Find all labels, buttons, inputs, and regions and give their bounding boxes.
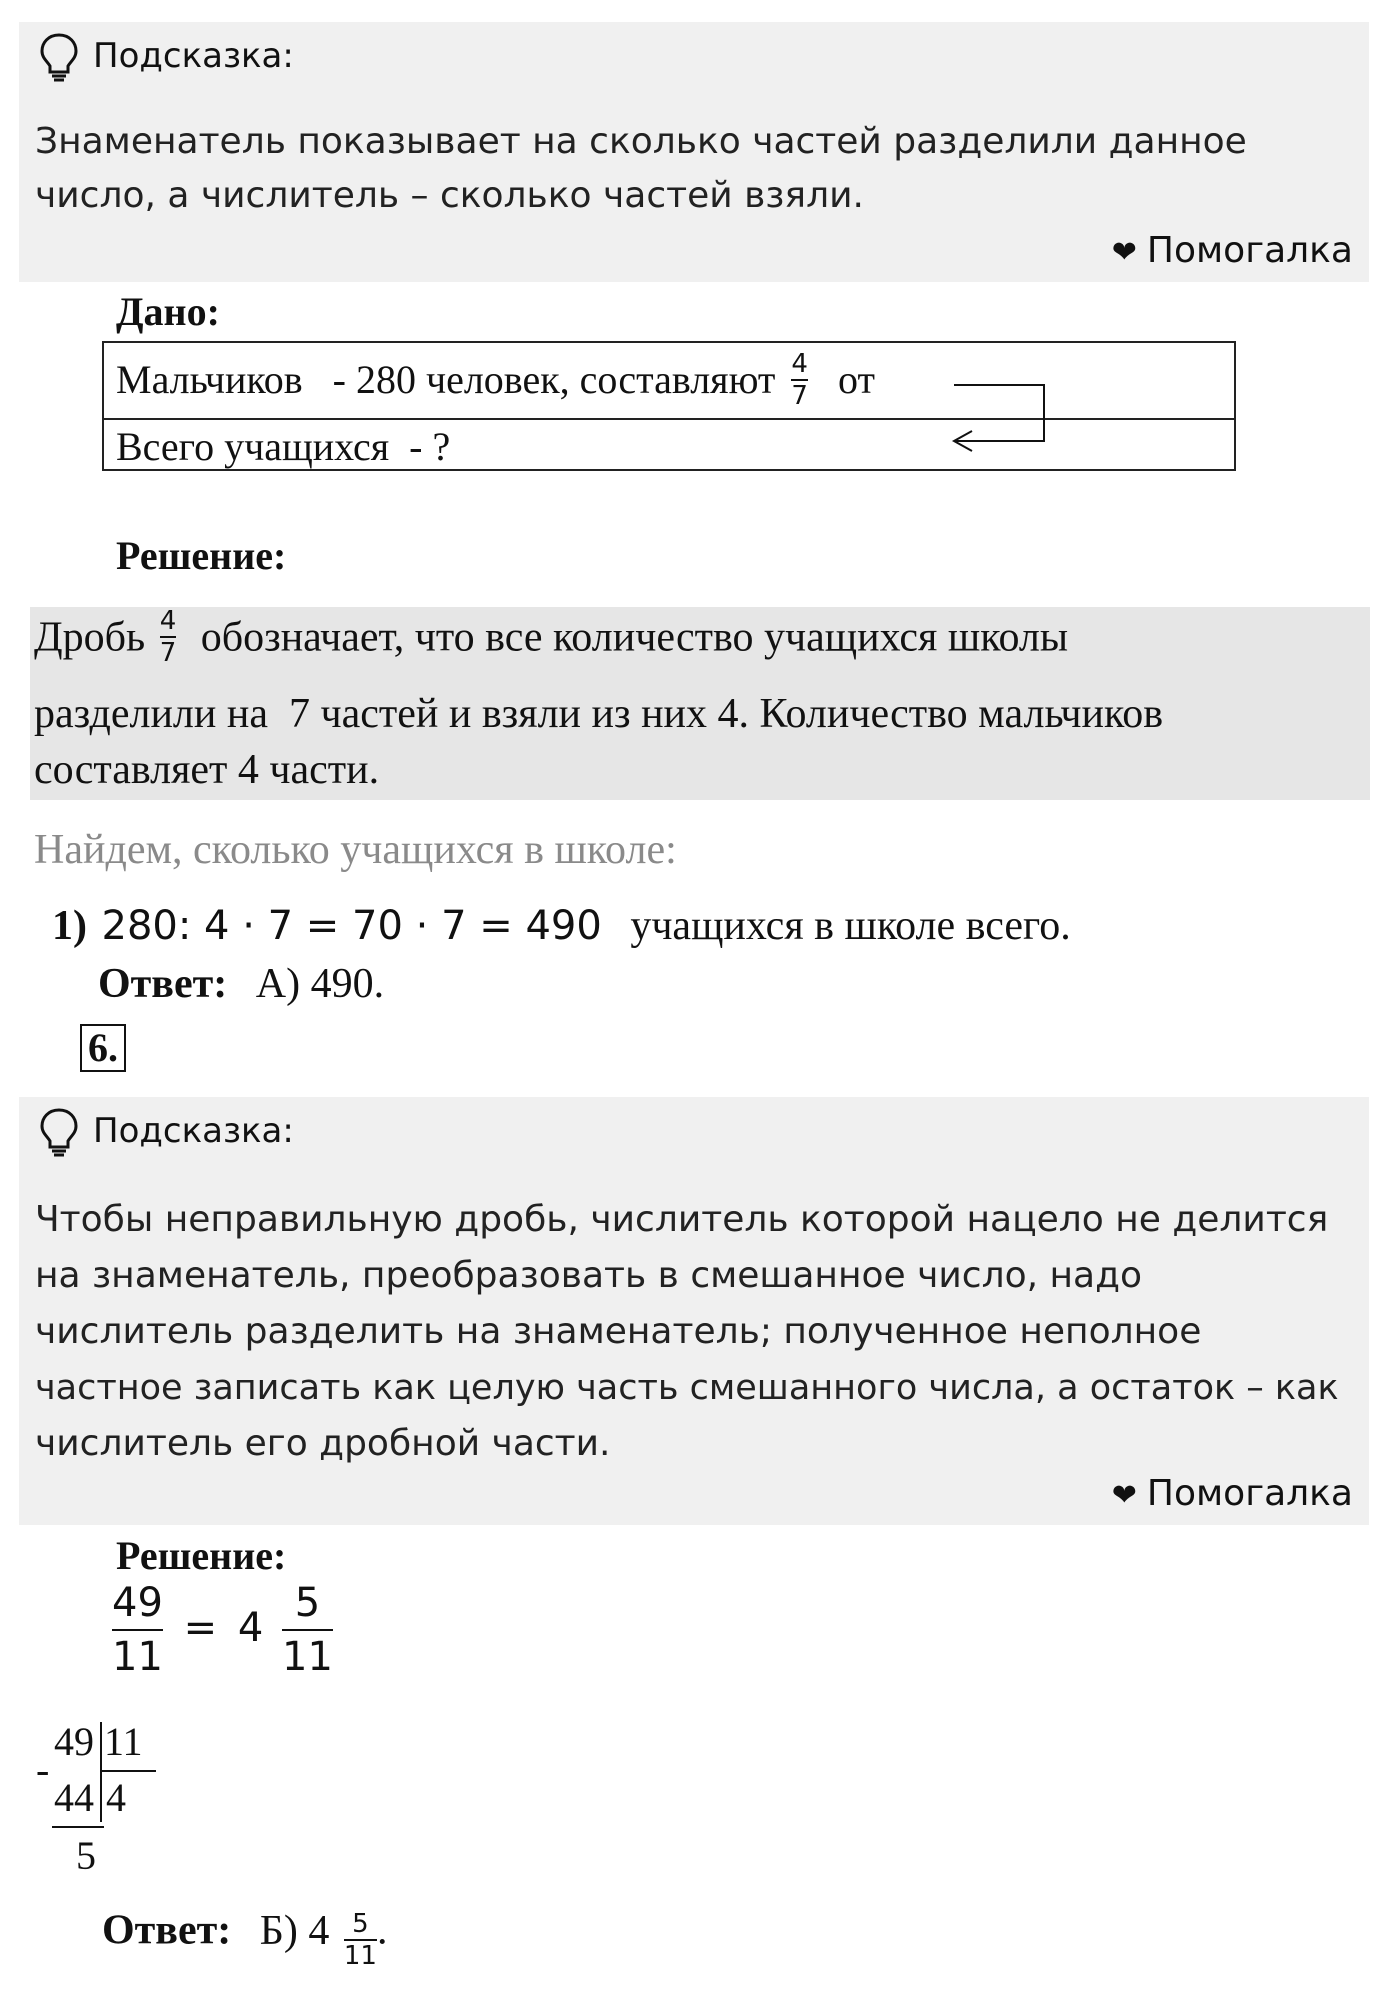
answer-line	[98, 960, 384, 1008]
whole-part: 4	[237, 1605, 264, 1651]
equals-sign: =	[183, 1605, 218, 1651]
table-divider	[104, 418, 1234, 420]
heart-icon: ❤	[1111, 235, 1137, 270]
answer-label: Ответ:	[98, 961, 228, 1007]
step-number: 1)	[52, 903, 87, 949]
lightbulb-icon	[37, 1107, 81, 1157]
subtraction-line	[52, 1826, 104, 1828]
task-number	[80, 1024, 126, 1072]
task-number-value: 6	[88, 1025, 108, 1070]
relation-arrow	[944, 373, 1064, 453]
remainder: 5	[76, 1833, 96, 1878]
answer-suffix: .	[376, 1907, 388, 1954]
dividend: 49	[54, 1719, 94, 1764]
explanation-line	[34, 606, 1069, 670]
fraction	[160, 608, 177, 666]
hint-text-line: на знаменатель, преобразовать в смешанное число, надо	[35, 1255, 1143, 1296]
hint-text-line: числитель его дробной части.	[35, 1423, 611, 1464]
fraction-numerator: 5	[294, 1580, 321, 1626]
step-text: учащихся в школе всего.	[630, 903, 1071, 949]
fraction-denominator: 7	[791, 381, 808, 411]
answer-prefix: Б) 4	[259, 1907, 330, 1954]
fraction	[112, 1580, 163, 1680]
hint-box	[19, 1097, 1369, 1525]
explanation-line: разделили на 7 частей и взяли из них 4. Количество мальчиков	[34, 691, 1164, 737]
divisor-underline	[100, 1770, 156, 1772]
hint-text-line: числитель разделить на знаменатель; полученное неполное	[35, 1311, 1202, 1352]
fraction-denominator: 11	[343, 1941, 377, 1971]
fraction-numerator: 4	[159, 606, 177, 636]
step-expression: 280: 4 · 7 = 70 · 7 = 490	[101, 903, 602, 949]
hint-title: Подсказка:	[93, 36, 294, 76]
hint-text-line: Знаменатель показывает на сколько частей разделили данное	[35, 121, 1247, 162]
fraction-numerator: 49	[112, 1580, 163, 1626]
find-line: Найдем, сколько учащихся в школе:	[34, 827, 677, 873]
given-row-boys	[116, 349, 1234, 419]
answer-label: Ответ:	[102, 1907, 232, 1954]
answer-line	[102, 1905, 388, 1971]
fraction-denominator: 11	[112, 1634, 163, 1680]
long-division	[30, 1712, 170, 1892]
fraction-denominator: 11	[282, 1634, 333, 1680]
hint-title: Подсказка:	[93, 1111, 294, 1151]
fraction-bar	[282, 1629, 333, 1631]
fraction	[282, 1580, 333, 1680]
division-vertical-line	[100, 1722, 102, 1822]
fraction-denominator: 7	[159, 638, 177, 668]
answer-value: А) 490.	[255, 961, 385, 1007]
explanation-text: обозначает, что все количество учащихся школы	[200, 614, 1069, 661]
product: 44	[54, 1775, 94, 1820]
given-row-text: Мальчиков - 280 человек, составляют	[116, 357, 776, 403]
hint-text-line: частное записать как целую часть смешанного числа, а остаток – как	[35, 1368, 1339, 1408]
hint-text-line: число, а числитель – сколько частей взяли.	[35, 175, 864, 216]
task-number-box	[80, 1024, 126, 1072]
minus-sign: -	[36, 1747, 50, 1792]
divisor: 11	[104, 1719, 143, 1764]
given-table	[102, 341, 1236, 471]
fraction-numerator: 5	[352, 1909, 369, 1939]
hint-box	[19, 22, 1369, 282]
hint-text-line: Чтобы неправильную дробь, числитель которой нацело не делится	[35, 1199, 1329, 1240]
solution-label: Решение:	[116, 533, 287, 578]
hint-footer-label: Помогалка	[1146, 230, 1353, 271]
solution-label: Решение:	[116, 1533, 287, 1578]
task-number-suffix: .	[108, 1025, 118, 1070]
solution-step	[52, 902, 1071, 950]
equation	[112, 1580, 333, 1680]
fraction	[791, 351, 808, 409]
given-label: Дано:	[116, 289, 220, 334]
explanation-line: составляет 4 части.	[34, 747, 380, 793]
hint-footer	[1112, 1473, 1353, 1514]
fraction-numerator: 4	[791, 349, 808, 379]
fraction	[344, 1911, 377, 1969]
quotient: 4	[106, 1775, 126, 1820]
hint-footer	[1112, 230, 1353, 271]
given-row-suffix: от	[837, 357, 875, 403]
given-row-total: Всего учащихся - ?	[116, 424, 451, 469]
heart-icon: ❤	[1111, 1478, 1137, 1513]
explanation-prefix: Дробь	[34, 614, 146, 661]
fraction-bar	[112, 1629, 163, 1631]
hint-footer-label: Помогалка	[1146, 1473, 1353, 1514]
lightbulb-icon	[37, 32, 81, 82]
